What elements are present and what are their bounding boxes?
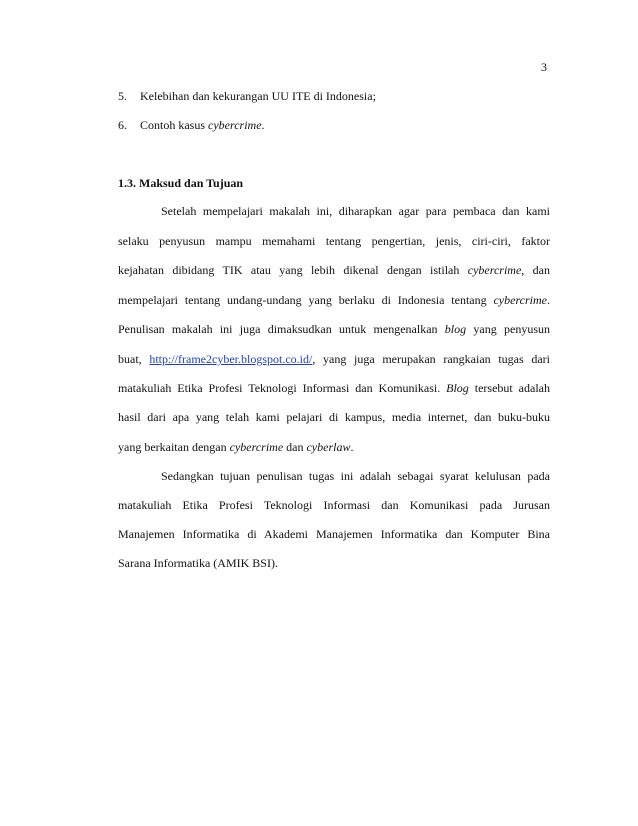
paragraph-line: Sarana Informatika (AMIK BSI). [118, 556, 278, 570]
text-run: , dan [521, 263, 551, 277]
text-run: yang penyusun [466, 322, 550, 336]
text-run: dan [283, 440, 307, 454]
list-text: . [261, 118, 265, 132]
text-run: buat, [118, 352, 150, 366]
text-run: tersebut adalah [468, 381, 550, 395]
paragraph-line: hasil dari apa yang telah kami pelajari di kampus, media internet, dan buku-buku [118, 410, 550, 424]
list-number: 6. [118, 118, 127, 132]
italic-term: cyberlaw [306, 440, 351, 454]
text-run: kejahatan dibidang TIK atau yang lebih dikenal dengan istilah [118, 263, 468, 277]
italic-term: cybercrime [493, 293, 547, 307]
paragraph-line: Setelah mempelajari makalah ini, diharapkan agar para pembaca dan kami [161, 204, 550, 218]
paragraph-line [118, 322, 550, 337]
italic-term: Blog [446, 381, 469, 395]
list-text: Kelebihan dan kekurangan UU ITE di Indonesia; [140, 89, 376, 103]
italic-term: blog [444, 322, 467, 336]
section-heading: 1.3. Maksud dan Tujuan [118, 176, 244, 190]
paragraph-line: Sedangkan tujuan penulisan tugas ini adalah sebagai syarat kelulusan pada [161, 469, 550, 483]
paragraph-line [118, 440, 550, 455]
list-number: 5. [118, 89, 127, 103]
text-run: mempelajari tentang undang-undang yang berlaku di Indonesia tentang [118, 293, 494, 307]
text-run: matakuliah Etika Profesi Teknologi Informasi dan Komunikasi. [118, 381, 447, 395]
list-text-italic: cybercrime [208, 118, 262, 132]
text-run: . [350, 440, 354, 454]
paragraph-line [118, 381, 550, 396]
paragraph-line: Manajemen Informatika di Akademi Manajemen Informatika dan Komputer Bina [118, 527, 550, 541]
paragraph-line [118, 293, 550, 308]
italic-term: cybercrime [467, 263, 522, 277]
text-run: . [547, 293, 550, 307]
text-run: yang berkaitan dengan [118, 440, 230, 454]
italic-term: cybercrime [229, 440, 284, 454]
list-item [118, 118, 265, 133]
list-item [118, 89, 376, 104]
paragraph-line: matakuliah Etika Profesi Teknologi Informasi dan Komunikasi pada Jurusan [118, 498, 550, 512]
text-run: , yang juga merupakan rangkaian tugas dari [312, 352, 550, 366]
page-number: 3 [541, 60, 547, 74]
list-text: Contoh kasus [140, 118, 209, 132]
paragraph-line: selaku penyusun mampu memahami tentang pengertian, jenis, ciri-ciri, faktor [118, 234, 550, 248]
paragraph-line [118, 352, 550, 367]
blog-link[interactable]: http://frame2cyber.blogspot.co.id/ [149, 352, 313, 366]
text-run: Penulisan makalah ini juga dimaksudkan untuk mengenalkan [118, 322, 445, 336]
paragraph-line [118, 263, 550, 278]
